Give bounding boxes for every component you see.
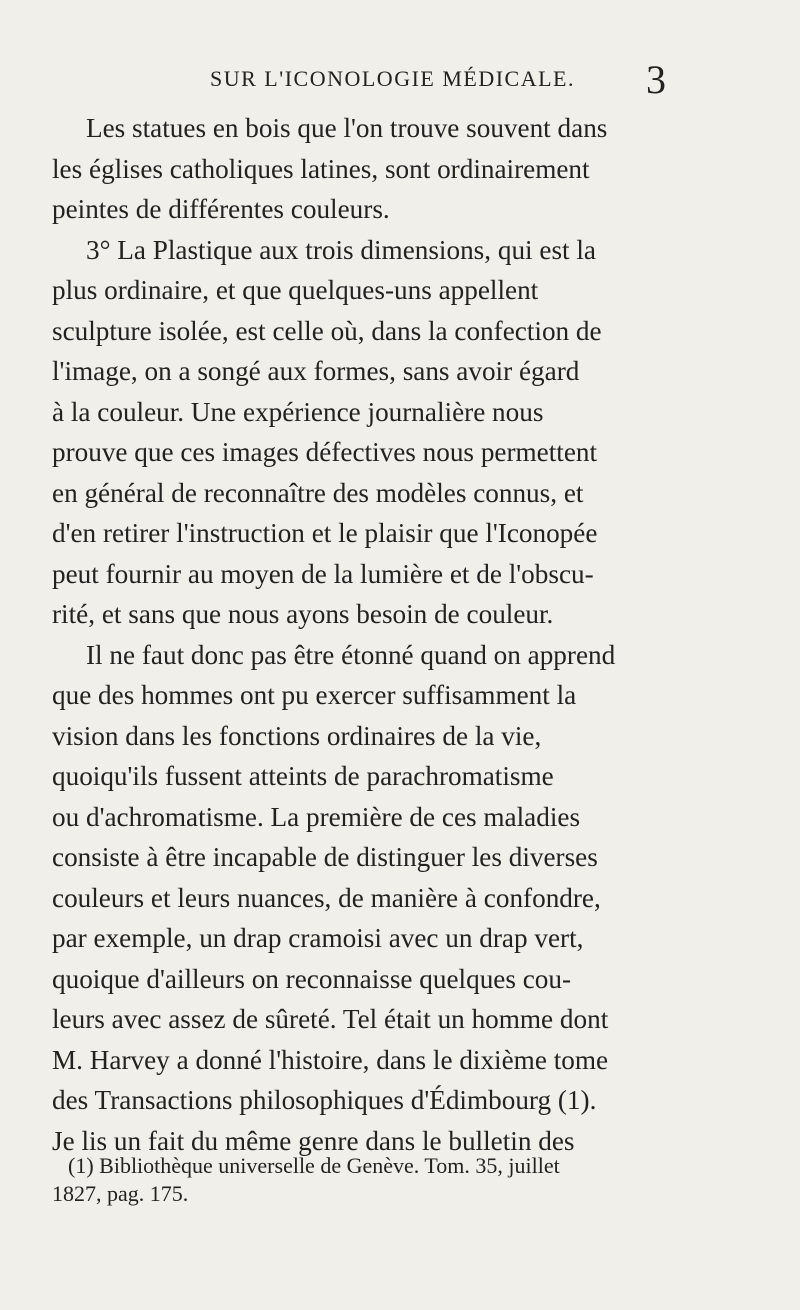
text-line: vision dans les fonctions ordinaires de la vie, <box>52 720 542 751</box>
text-line: des Transactions philosophiques d'Édimbourg (1). <box>52 1085 597 1115</box>
text-line: Les statues en bois que l'on trouve souvent dans <box>86 113 608 143</box>
text-line: peut fournir au moyen de la lumière et de l'obscu- <box>52 558 594 589</box>
footnote <box>52 1152 692 1208</box>
text-line: M. Harvey a donné l'histoire, dans le dixième tome <box>52 1044 609 1075</box>
text-line: d'en retirer l'instruction et le plaisir que l'Iconopée <box>52 518 598 548</box>
header-title: SUR L'ICONOLOGIE MÉDICALE. <box>210 66 575 91</box>
text-line: leurs avec assez de sûreté. Tel était un homme dont <box>52 1004 609 1034</box>
text-line: rité, et sans que nous ayons besoin de couleur. <box>52 599 554 629</box>
footnote-line: 1827, pag. 175. <box>52 1181 189 1206</box>
text-line: couleurs et leurs nuances, de manière à confondre, <box>52 882 601 913</box>
text-line: quoiqu'ils fussent atteints de parachromatisme <box>52 761 554 791</box>
text-line: les églises catholiques latines, sont ordinairement <box>52 153 590 184</box>
text-line: plus ordinaire, et que quelques-uns appellent <box>52 275 539 305</box>
text-line: quoique d'ailleurs on reconnaisse quelques cou- <box>52 963 572 994</box>
body-text <box>52 108 684 1161</box>
text-line: par exemple, un drap cramoisi avec un drap vert, <box>52 923 584 953</box>
text-line: que des hommes ont pu exercer suffisamment la <box>52 680 577 710</box>
text-line: en général de reconnaître des modèles connus, et <box>52 477 584 508</box>
text-line: consiste à être incapable de distinguer les diverses <box>52 842 598 872</box>
text-line: à la couleur. Une expérience journalière nous <box>52 396 544 427</box>
running-header <box>0 57 800 102</box>
text-line: l'image, on a songé aux formes, sans avoir égard <box>52 356 580 386</box>
page-number: 3 <box>646 57 666 102</box>
text-line: prouve que ces images défectives nous permettent <box>52 437 598 467</box>
text-line: ou d'achromatisme. La première de ces maladies <box>52 801 581 832</box>
text-line: sculpture isolée, est celle où, dans la confection de <box>52 315 602 346</box>
text-line: peintes de différentes couleurs. <box>52 194 390 224</box>
text-line: Il ne faut donc pas être étonné quand on apprend <box>86 639 616 670</box>
text-line: 3° La Plastique aux trois dimensions, qui est la <box>86 234 597 265</box>
text-line: Je lis un fait du même genre dans le bulletin des <box>52 1125 575 1156</box>
footnote-line: (1) Bibliothèque universelle de Genève. Tom. 35, juillet <box>68 1153 560 1178</box>
